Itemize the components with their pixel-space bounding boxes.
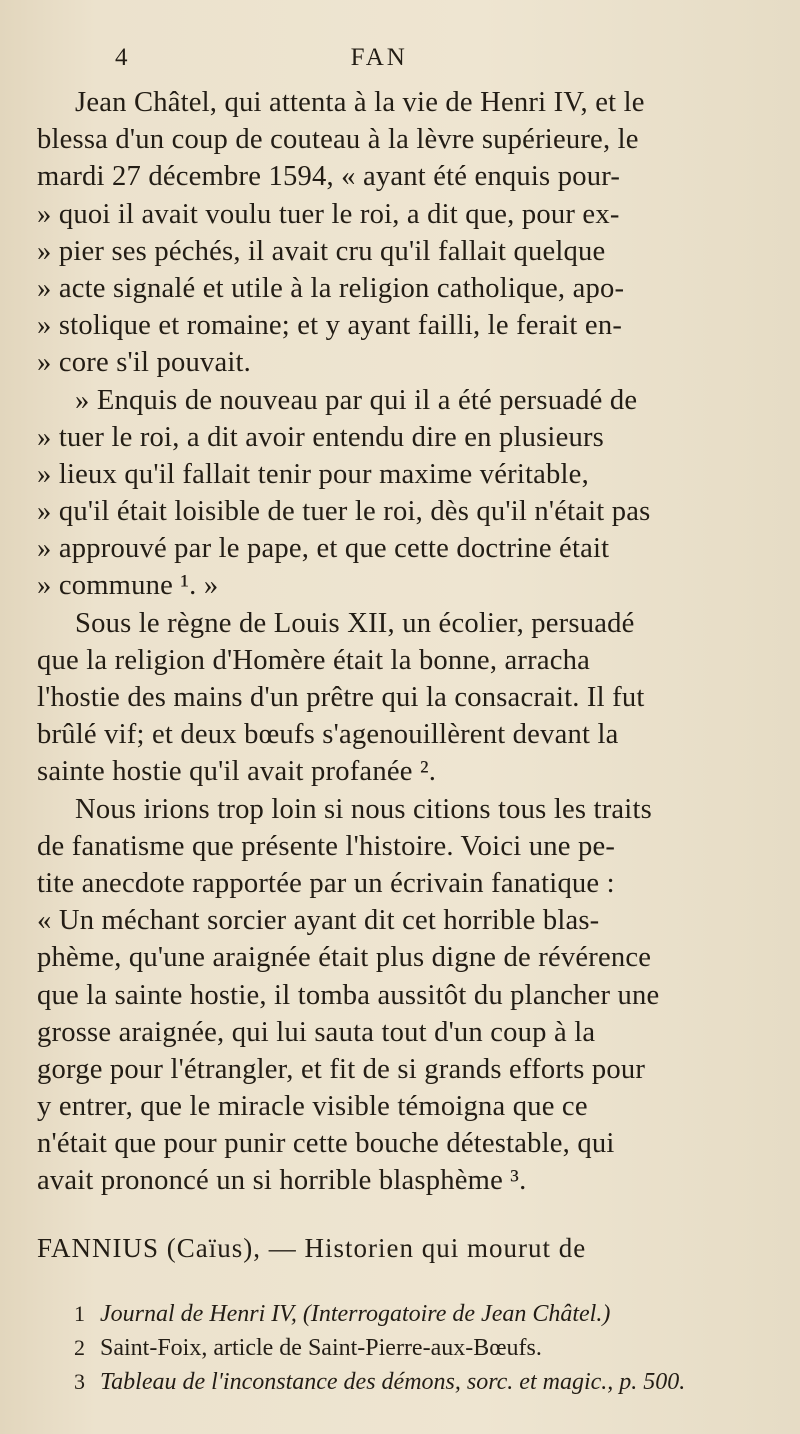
text-line: sainte hostie qu'il avait profanée ². [37, 756, 437, 788]
text-line: que la religion d'Homère était la bonne, arracha [37, 644, 591, 676]
text-line: y entrer, que le miracle visible témoigna que ce [37, 1091, 588, 1123]
text-line: avait prononcé un si horrible blasphème ³. [37, 1165, 527, 1197]
text-line: tite anecdote rapportée par un écrivain fanatique : [37, 867, 615, 899]
text-line: n'était que pour punir cette bouche détestable, qui [37, 1128, 615, 1160]
running-title: FAN [350, 44, 408, 71]
text-line: » acte signalé et utile à la religion catholique, apo- [37, 272, 625, 304]
text-line: Sous le règne de Louis XII, un écolier, persuadé [75, 607, 635, 639]
footnote [74, 1365, 758, 1399]
footnote-number: 1 [74, 1300, 85, 1326]
text-line: Nous irions trop loin si nous citions tous les traits [75, 793, 652, 825]
text-line: grosse araignée, qui lui sauta tout d'un coup à la [37, 1016, 596, 1048]
footnote-text: Tableau de l'inconstance des démons, sorc. et magic., p. 500. [100, 1368, 686, 1395]
text-line: brûlé vif; et deux bœufs s'agenouillèrent devant la [37, 719, 619, 751]
running-header [37, 44, 758, 84]
text-line: » tuer le roi, a dit avoir entendu dire en plusieurs [37, 421, 605, 453]
footnote-text: Saint-Foix, article de Saint-Pierre-aux-Bœufs. [100, 1334, 542, 1361]
text-line: » quoi il avait voulu tuer le roi, a dit que, pour ex- [37, 198, 620, 230]
text-line: » qu'il était loisible de tuer le roi, dès qu'il n'était pas [37, 496, 651, 528]
footnotes [37, 1297, 758, 1399]
text-line: « Un méchant sorcier ayant dit cet horrible blas- [37, 905, 600, 937]
footnote-text: Journal de Henri IV, (Interrogatoire de Jean Châtel.) [100, 1300, 611, 1327]
text-line: que la sainte hostie, il tomba aussitôt du plancher une [37, 979, 660, 1011]
page-number: 4 [115, 44, 131, 71]
text-line: gorge pour l'étrangler, et fit de si grands efforts pour [37, 1053, 646, 1085]
footnote-number: 2 [74, 1334, 85, 1360]
footnote [74, 1331, 758, 1365]
text-line: Jean Châtel, qui attenta à la vie de Henri IV, et le [75, 87, 645, 118]
text-line: » lieux qu'il fallait tenir pour maxime véritable, [37, 458, 589, 490]
dictionary-entry-heading: FANNIUS (Caïus), — Historien qui mourut de [37, 1232, 587, 1263]
body-text [37, 84, 758, 1267]
text-line: l'hostie des mains d'un prêtre qui la consacrait. Il fut [37, 682, 645, 713]
footnote [74, 1297, 758, 1331]
text-line: blessa d'un coup de couteau à la lèvre supérieure, le [37, 124, 639, 156]
text-line: de fanatisme que présente l'histoire. Voici une pe- [37, 830, 616, 862]
footnote-number: 3 [74, 1368, 85, 1394]
text-line: phème, qu'une araignée était plus digne de révérence [37, 942, 652, 974]
text-line: » Enquis de nouveau par qui il a été persuadé de [75, 384, 638, 416]
text-line: » approuvé par le pape, et que cette doctrine était [37, 533, 610, 565]
text-line: » pier ses péchés, il avait cru qu'il fallait quelque [37, 235, 606, 267]
text-line: mardi 27 décembre 1594, « ayant été enquis pour- [37, 161, 621, 193]
text-line: » commune ¹. » [37, 570, 219, 602]
text-line: » stolique et romaine; et y ayant failli, le ferait en- [37, 310, 623, 342]
text-line: » core s'il pouvait. [37, 347, 252, 379]
